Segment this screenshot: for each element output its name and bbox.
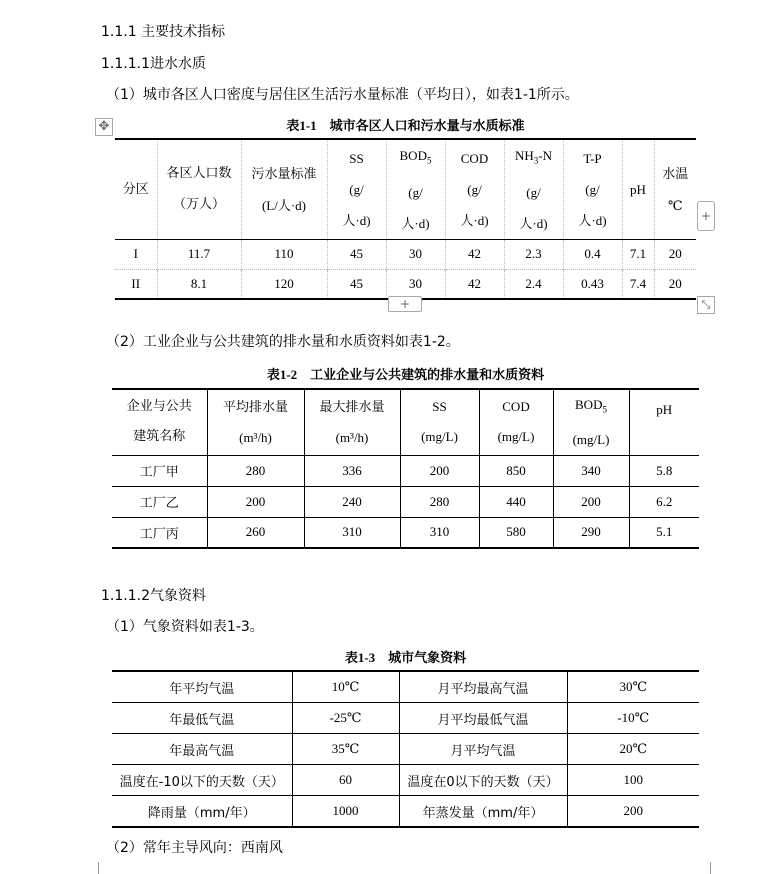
t3-cell: 60 [292, 765, 399, 796]
t2-cell: 340 [553, 455, 629, 486]
t2-cell: 310 [400, 517, 479, 548]
t2-cell: 290 [553, 517, 629, 548]
t1-header-population: 各区人口数 （万人） [157, 139, 241, 239]
t1-cell: 0.4 [563, 239, 622, 269]
t3-cell: 年最高气温 [112, 734, 292, 765]
t3-cell: 年最低气温 [112, 703, 292, 734]
table-row [112, 734, 699, 765]
t1-header-water-temp: 水温 ℃ [654, 139, 696, 239]
t2-cell: 440 [479, 486, 553, 517]
table1-caption: 表1-1 城市各区人口和污水量与水质标准 [286, 118, 525, 133]
t3-cell: -10℃ [567, 703, 699, 734]
table-resize-handle[interactable]: ⤡ [697, 296, 715, 314]
t2-header-entity: 企业与公共 建筑名称 [112, 389, 207, 455]
t2-cell: 260 [207, 517, 304, 548]
t1-cell: 7.4 [622, 269, 654, 299]
t1-header-cod: COD (g/ 人·d) [445, 139, 504, 239]
t1-header-nh3n: $NH_3-N$ (g/ 人·d) [504, 139, 563, 239]
t2-cell: 200 [400, 455, 479, 486]
t1-header-sewage-standard: 污水量标准 (L/人·d) [241, 139, 327, 239]
t2-cell: 工厂丙 [112, 517, 207, 548]
table-row [112, 486, 699, 517]
t3-cell: 月平均气温 [399, 734, 567, 765]
t1-header-district: 分区 [115, 139, 157, 239]
table3-caption: 表1-3 城市气象资料 [344, 650, 467, 665]
t1-cell: 7.1 [622, 239, 654, 269]
add-row-button[interactable]: + [388, 296, 422, 312]
t3-cell: 温度在0以下的天数（天） [399, 765, 567, 796]
table-move-handle[interactable]: ✥ [95, 118, 113, 136]
add-column-button[interactable]: + [697, 201, 715, 231]
t2-cell: 240 [304, 486, 400, 517]
t1-cell: 30 [386, 269, 445, 299]
subsection-heading-influent: 1.1.1.1进水水质 [101, 56, 206, 72]
t1-cell: 110 [241, 239, 327, 269]
t1-cell: 42 [445, 239, 504, 269]
t2-cell: 6.2 [629, 486, 699, 517]
t2-cell: 工厂甲 [112, 455, 207, 486]
table-row [115, 239, 696, 269]
t1-header-ph: pH [622, 139, 654, 239]
table-row [112, 517, 699, 548]
t2-header-avg-discharge: 平均排水量 (m³/h) [207, 389, 304, 455]
t3-cell: 降雨量（mm/年） [112, 796, 292, 828]
t3-cell: 35℃ [292, 734, 399, 765]
t1-cell: 120 [241, 269, 327, 299]
t3-cell: 月平均最低气温 [399, 703, 567, 734]
t2-cell: 580 [479, 517, 553, 548]
table-row [112, 765, 699, 796]
t2-header-max-discharge: 最大排水量 (m³/h) [304, 389, 400, 455]
t3-cell: 年平均气温 [112, 671, 292, 703]
t1-header-ss: SS (g/ 人·d) [327, 139, 386, 239]
table3 [112, 670, 699, 828]
table2 [112, 388, 699, 549]
table-row [112, 796, 699, 828]
t1-cell: 42 [445, 269, 504, 299]
t3-cell: 温度在-10以下的天数（天） [112, 765, 292, 796]
table2-caption: 表1-2 工业企业与公共建筑的排水量和水质资料 [266, 367, 545, 382]
t1-cell: 20 [654, 269, 696, 299]
t1-cell: 2.3 [504, 239, 563, 269]
table-row [112, 455, 699, 486]
t3-cell: 月平均最高气温 [399, 671, 567, 703]
section-heading: 1.1.1 主要技术指标 [101, 24, 226, 40]
paragraph-4: （2）常年主导风向：西南风 [106, 840, 283, 856]
subsection-heading-weather: 1.1.1.2气象资料 [101, 588, 206, 604]
t1-cell: II [115, 269, 157, 299]
t1-cell: 2.4 [504, 269, 563, 299]
table1 [115, 138, 696, 300]
paragraph-3: （1）气象资料如表1-3。 [106, 619, 264, 635]
t2-cell: 5.8 [629, 455, 699, 486]
t2-cell: 310 [304, 517, 400, 548]
t2-cell: 280 [207, 455, 304, 486]
t3-cell: 200 [567, 796, 699, 828]
t1-cell: 0.43 [563, 269, 622, 299]
t3-cell: 20℃ [567, 734, 699, 765]
paragraph-2: （2）工业企业与公共建筑的排水量和水质资料如表1-2。 [106, 334, 460, 350]
t1-cell: 8.1 [157, 269, 241, 299]
t2-cell: 200 [553, 486, 629, 517]
t2-cell: 5.1 [629, 517, 699, 548]
t2-cell: 280 [400, 486, 479, 517]
t1-cell: 30 [386, 239, 445, 269]
t2-header-ss: SS (mg/L) [400, 389, 479, 455]
t2-cell: 工厂乙 [112, 486, 207, 517]
paragraph-1: （1）城市各区人口密度与居住区生活污水量标准（平均日），如表1-1所示。 [106, 87, 579, 103]
t3-cell: -25℃ [292, 703, 399, 734]
t1-cell: 45 [327, 239, 386, 269]
t3-cell: 10℃ [292, 671, 399, 703]
t1-header-tp: T-P (g/ 人·d) [563, 139, 622, 239]
page-corner-mark-right [710, 862, 723, 874]
t3-cell: 30℃ [567, 671, 699, 703]
page-corner-mark-left [86, 862, 99, 874]
table-row [112, 671, 699, 703]
t3-cell: 1000 [292, 796, 399, 828]
t2-header-ph: pH [629, 389, 699, 455]
t1-cell: 20 [654, 239, 696, 269]
t2-cell: 336 [304, 455, 400, 486]
t1-cell: 11.7 [157, 239, 241, 269]
table-row [112, 703, 699, 734]
table-row [115, 269, 696, 299]
t2-cell: 850 [479, 455, 553, 486]
t1-cell: I [115, 239, 157, 269]
t2-cell: 200 [207, 486, 304, 517]
t1-cell: 45 [327, 269, 386, 299]
t2-header-bod5: $BOD_5$ (mg/L) [553, 389, 629, 455]
t3-cell: 100 [567, 765, 699, 796]
t2-header-cod: COD (mg/L) [479, 389, 553, 455]
t3-cell: 年蒸发量（mm/年） [399, 796, 567, 828]
t1-header-bod5: $BOD_5$ (g/ 人·d) [386, 139, 445, 239]
